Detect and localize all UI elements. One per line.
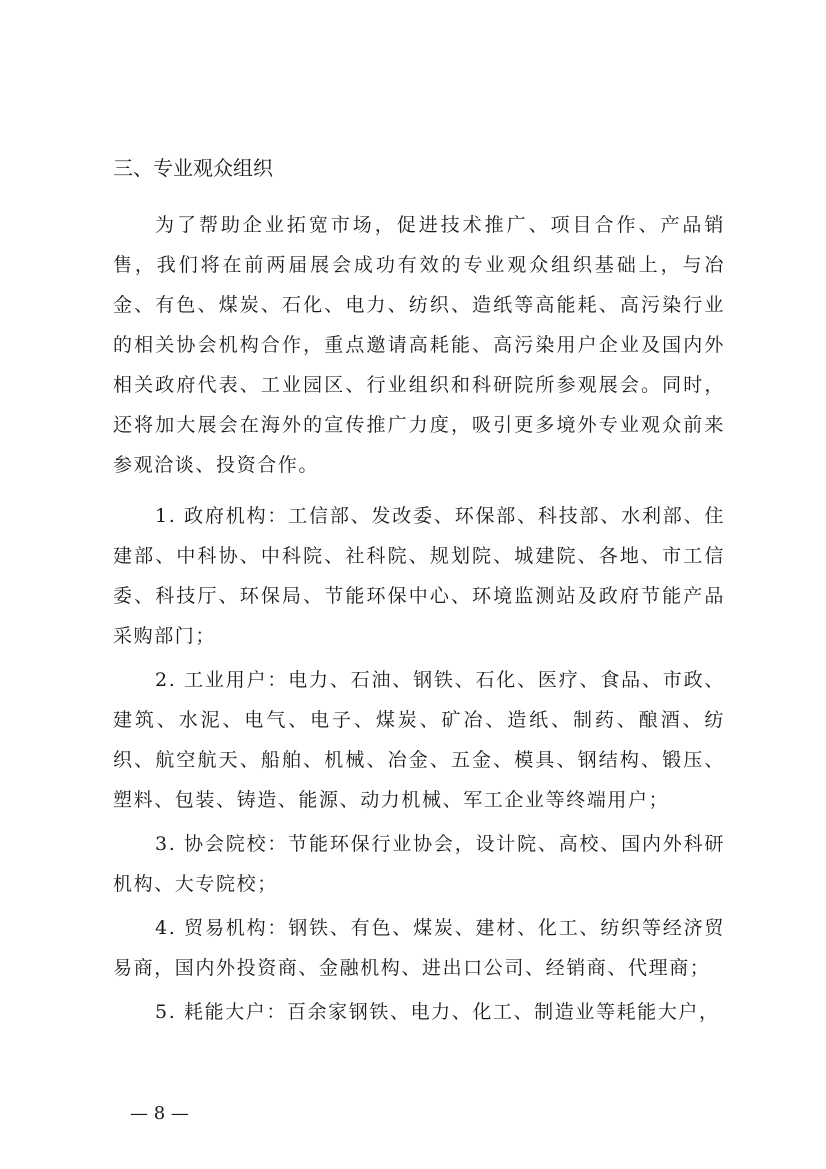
body-text [113, 205, 725, 1032]
section-heading: 三、专业观众组织 [113, 156, 273, 180]
page-number: — 8 — [130, 1103, 189, 1124]
list-item-associations: 3. 协会院校：节能环保行业协会，设计院、高校、国内外科研机构、大专院校； [113, 833, 725, 895]
list-item-trade: 4. 贸易机构：钢铁、有色、煤炭、建材、化工、纺织等经济贸易商，国内外投资商、金融机构、进出口公司、经销商、代理商； [113, 917, 725, 979]
intro-paragraph: 为了帮助企业拓宽市场，促进技术推广、项目合作、产品销售，我们将在前两届展会成功有效的专业观众组织基础上，与冶金、有色、煤炭、石化、电力、纺织、造纸等高能耗、高污染行业的相关协会机构合作，重点邀请高耗能、高污染用户企业及国内外相关政府代表、工业园区、行业组织和科研院所参观展会。同时，还将加大展会在海外的宣传推广力度，吸引更多境外专业观众前来参观洽谈、投资合作。 [113, 214, 725, 476]
list-item-industrial-users: 2. 工业用户：电力、石油、钢铁、石化、医疗、食品、市政、建筑、水泥、电气、电子、煤炭、矿冶、造纸、制药、酿酒、纺织、航空航天、船舶、机械、冶金、五金、模具、钢结构、锻压、塑料、包装、铸造、能源、动力机械、军工企业等终端用户； [113, 669, 725, 811]
list-item-government: 1. 政府机构：工信部、发改委、环保部、科技部、水利部、住建部、中科协、中科院、社科院、规划院、城建院、各地、市工信委、科技厅、环保局、节能环保中心、环境监测站及政府节能产品采购部门； [113, 505, 725, 647]
list-item-energy-users: 5. 耗能大户：百余家钢铁、电力、化工、制造业等耗能大户， [155, 1001, 720, 1023]
